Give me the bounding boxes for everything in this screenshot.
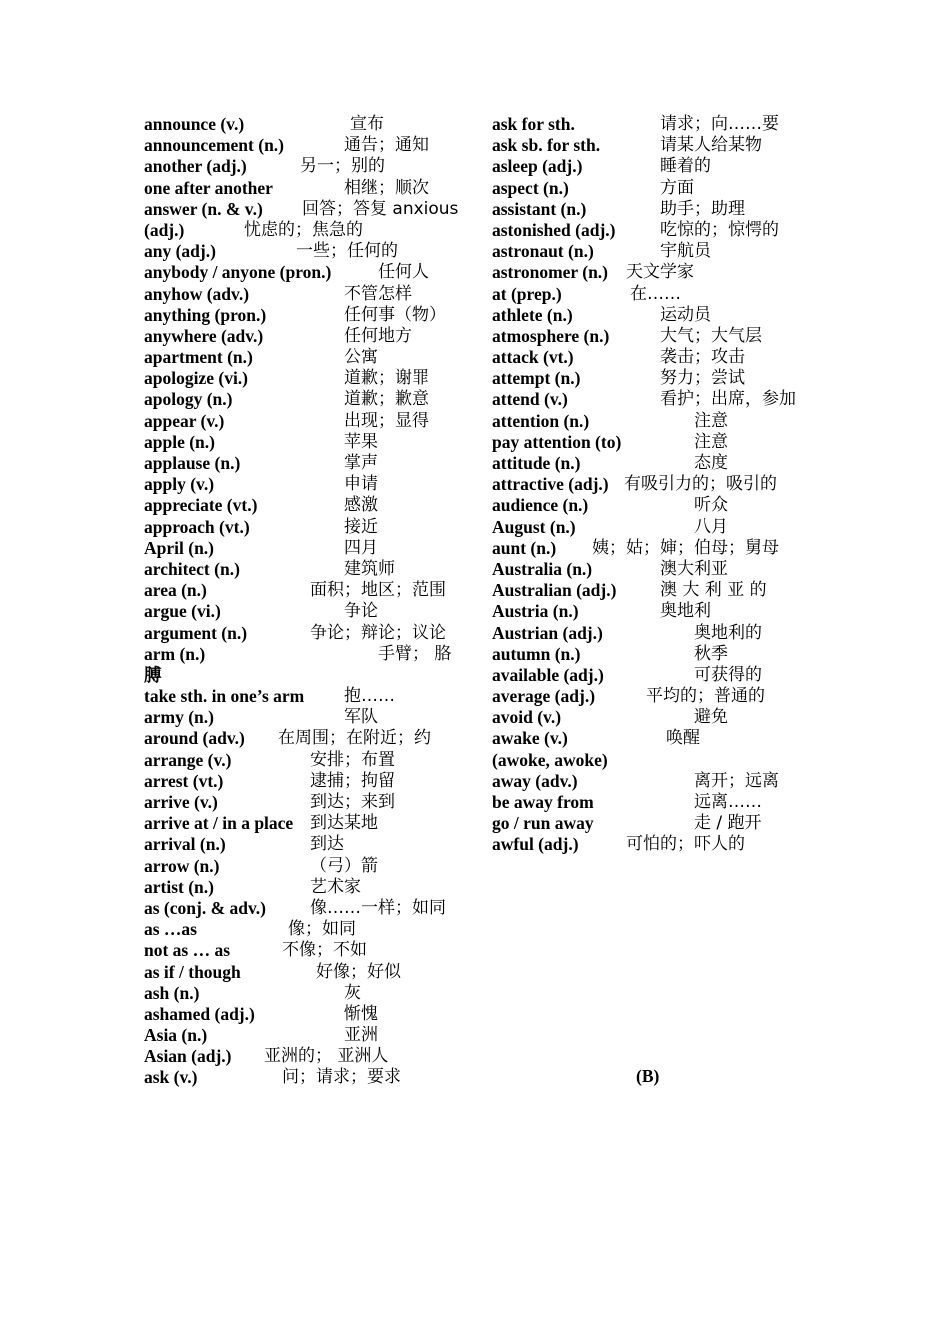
vocab-meaning: 在…… xyxy=(630,283,681,304)
vocabulary-left-column xyxy=(144,114,464,1089)
vocab-meaning: 姨；姑；婶；伯母；舅母 xyxy=(592,537,779,558)
vocab-meaning: 惭愧 xyxy=(344,1003,378,1024)
vocab-term: apologize (vi.) xyxy=(144,368,249,389)
vocab-term: August (n.) xyxy=(492,516,576,537)
vocab-entry xyxy=(492,686,812,707)
vocab-term: astronomer (n.) xyxy=(492,262,609,283)
vocab-term: as …as xyxy=(144,919,197,940)
vocab-entry xyxy=(492,178,812,199)
vocab-meaning: 努力；尝试 xyxy=(660,368,745,389)
vocab-entry xyxy=(492,411,812,432)
vocab-meaning: 任何地方 xyxy=(344,325,412,346)
vocab-entry xyxy=(492,601,812,622)
vocab-term: assistant (n.) xyxy=(492,198,587,219)
vocab-entry xyxy=(144,1067,464,1088)
vocab-entry xyxy=(492,665,812,686)
vocab-entry xyxy=(492,771,812,792)
vocab-meaning: 助手；助理 xyxy=(660,198,745,219)
vocab-meaning: 通告；通知 xyxy=(344,135,429,156)
vocab-term: any (adj.) xyxy=(144,241,216,262)
vocab-term: anyhow (adv.) xyxy=(144,283,250,304)
vocab-term: autumn (n.) xyxy=(492,643,581,664)
vocab-term: apology (n.) xyxy=(144,389,233,410)
vocab-term: audience (n.) xyxy=(492,495,589,516)
vocab-entry xyxy=(144,411,464,432)
vocab-term: apply (v.) xyxy=(144,474,215,495)
vocab-meaning: 方面 xyxy=(660,177,694,198)
vocab-meaning: 有吸引力的；吸引的 xyxy=(624,474,777,495)
vocab-term: Australian (adj.) xyxy=(492,580,617,601)
vocab-entry xyxy=(492,368,812,389)
vocab-term: army (n.) xyxy=(144,707,214,728)
vocab-meaning: 天文学家 xyxy=(626,262,694,283)
vocab-meaning: 澳 大 利 亚 的 xyxy=(660,580,767,601)
vocab-meaning: 走 / 跑开 xyxy=(694,813,762,834)
vocab-term: aspect (n.) xyxy=(492,177,569,198)
vocab-term: one after another xyxy=(144,177,273,198)
vocab-meaning: 手臂； 胳 xyxy=(378,643,452,664)
vocab-entry xyxy=(144,241,464,262)
vocab-entry xyxy=(492,750,812,771)
vocab-entry xyxy=(144,559,464,580)
vocab-term: appreciate (vt.) xyxy=(144,495,258,516)
vocab-meaning: 像；如同 xyxy=(288,919,356,940)
vocab-entry xyxy=(144,856,464,877)
vocab-meaning: 睡着的 xyxy=(660,156,711,177)
vocab-term: announcement (n.) xyxy=(144,135,285,156)
vocab-meaning: 争论 xyxy=(344,601,378,622)
vocab-entry xyxy=(492,156,812,177)
vocab-entry xyxy=(492,389,812,410)
vocab-term: available (adj.) xyxy=(492,664,604,685)
vocab-entry xyxy=(144,1004,464,1025)
vocab-term: artist (n.) xyxy=(144,876,214,897)
vocab-entry xyxy=(492,114,812,135)
vocab-entry xyxy=(144,517,464,538)
vocab-entry xyxy=(144,305,464,326)
vocab-term: answer (n. & v.) xyxy=(144,198,263,219)
vocab-meaning: 军队 xyxy=(344,707,378,728)
vocab-meaning: 逮捕；拘留 xyxy=(310,770,395,791)
vocab-entry xyxy=(144,665,464,686)
vocab-entry xyxy=(144,135,464,156)
vocab-meaning: 掌声 xyxy=(344,453,378,473)
vocab-entry xyxy=(492,432,812,453)
vocab-term: anywhere (adv.) xyxy=(144,325,264,346)
vocab-term: be away from xyxy=(492,792,594,812)
vocab-entry xyxy=(144,771,464,792)
vocab-term: arm (n.) xyxy=(144,643,206,664)
vocab-entry xyxy=(144,707,464,728)
vocab-meaning: 宇航员 xyxy=(660,241,711,262)
vocab-meaning: 亚洲的； 亚洲人 xyxy=(264,1046,389,1067)
vocab-term: attention (n.) xyxy=(492,410,590,431)
vocab-entry xyxy=(492,305,812,326)
vocab-entry xyxy=(492,135,812,156)
vocab-meaning: 可怕的；吓人的 xyxy=(626,834,745,855)
vocab-term: attractive (adj.) xyxy=(492,474,609,495)
vocab-entry xyxy=(144,114,464,135)
vocab-meaning: 大气；大气层 xyxy=(660,325,762,346)
vocab-entry xyxy=(144,495,464,516)
vocab-meaning: 到达某地 xyxy=(310,813,378,834)
vocab-meaning: 运动员 xyxy=(660,304,711,325)
vocab-term: astronaut (n.) xyxy=(492,241,594,262)
vocab-meaning: 像……一样；如同 xyxy=(310,897,446,918)
vocab-entry xyxy=(144,538,464,559)
vocab-term: aunt (n.) xyxy=(492,537,557,558)
vocab-term: announce (v.) xyxy=(144,114,245,134)
vocab-term: architect (n.) xyxy=(144,558,240,579)
vocab-meaning: 好像；好似 xyxy=(316,961,401,982)
vocab-entry xyxy=(492,495,812,516)
vocab-meaning: 亚洲 xyxy=(344,1025,378,1046)
vocab-entry xyxy=(492,347,812,368)
vocab-entry xyxy=(492,326,812,347)
vocab-entry xyxy=(492,453,812,474)
vocab-term: as (conj. & adv.) xyxy=(144,897,267,918)
vocab-meaning: 任何人 xyxy=(378,262,429,283)
vocab-meaning: 接近 xyxy=(344,516,378,537)
vocab-term: take sth. in one’s arm xyxy=(144,686,305,707)
vocab-entry xyxy=(144,940,464,961)
vocab-meaning: 回答；答复 anxious xyxy=(302,198,459,219)
vocab-term: not as … as xyxy=(144,940,231,961)
vocab-entry xyxy=(492,559,812,580)
vocab-meaning: 唤醒 xyxy=(666,728,700,749)
vocab-entry xyxy=(144,580,464,601)
vocab-entry xyxy=(144,199,464,220)
vocab-term: arrival (n.) xyxy=(144,834,226,855)
vocab-term: area (n.) xyxy=(144,580,207,601)
vocab-meaning: 八月 xyxy=(694,516,728,537)
vocab-meaning: 任何事（物） xyxy=(344,304,446,325)
vocab-entry xyxy=(492,262,812,283)
vocab-term: as if / though xyxy=(144,961,241,982)
vocab-entry xyxy=(144,750,464,771)
vocab-meaning: 公寓 xyxy=(344,347,378,368)
vocab-entry xyxy=(492,517,812,538)
vocab-entry xyxy=(144,983,464,1004)
vocab-term: Asia (n.) xyxy=(144,1025,208,1046)
vocab-meaning: 建筑师 xyxy=(344,558,395,579)
vocab-entry xyxy=(144,432,464,453)
vocab-entry xyxy=(492,199,812,220)
vocab-entry xyxy=(492,834,812,855)
vocab-meaning: 吃惊的；惊愕的 xyxy=(660,219,779,240)
vocab-entry xyxy=(144,389,464,410)
vocab-term: Austrian (adj.) xyxy=(492,622,603,643)
vocab-term: ask for sth. xyxy=(492,114,575,134)
vocab-term: ashamed (adj.) xyxy=(144,1003,255,1024)
vocab-meaning: 相继；顺次 xyxy=(344,177,429,198)
vocab-meaning: 忧虑的；焦急的 xyxy=(244,219,363,240)
vocab-entry xyxy=(144,686,464,707)
vocab-entry xyxy=(492,707,812,728)
vocab-entry xyxy=(144,919,464,940)
vocab-entry xyxy=(144,834,464,855)
vocab-entry xyxy=(144,156,464,177)
vocab-term: ask (v.) xyxy=(144,1067,198,1088)
vocab-meaning: 感激 xyxy=(344,495,378,516)
vocab-meaning: 澳大利亚 xyxy=(660,558,728,579)
vocab-term: attitude (n.) xyxy=(492,453,581,473)
vocab-term: arrive (v.) xyxy=(144,792,218,812)
vocab-term: argument (n.) xyxy=(144,622,248,643)
vocab-meaning: 奥地利的 xyxy=(694,622,762,643)
vocab-meaning: 避免 xyxy=(694,707,728,728)
vocab-entry xyxy=(492,474,812,495)
vocab-entry xyxy=(144,178,464,199)
vocab-entry xyxy=(144,1046,464,1067)
vocab-entry xyxy=(144,262,464,283)
vocab-term: attack (vt.) xyxy=(492,347,574,368)
vocab-entry xyxy=(144,877,464,898)
vocab-entry xyxy=(492,728,812,749)
vocab-meaning: 奥地利 xyxy=(660,601,711,622)
vocab-term: at (prep.) xyxy=(492,283,562,304)
vocab-term: ask sb. for sth. xyxy=(492,135,601,156)
vocab-term: anything (pron.) xyxy=(144,304,267,325)
vocab-meaning: 安排；布置 xyxy=(310,749,395,770)
vocab-meaning: 抱…… xyxy=(344,686,395,707)
vocab-term: April (n.) xyxy=(144,537,214,558)
vocab-meaning: 申请 xyxy=(344,474,378,495)
vocab-term: around (adv.) xyxy=(144,728,245,749)
vocab-entry xyxy=(144,326,464,347)
vocab-term: average (adj.) xyxy=(492,686,596,707)
vocab-term: awake (v.) xyxy=(492,728,568,749)
vocab-term: arrive at / in a place xyxy=(144,813,294,834)
vocab-meaning: 道歉；谢罪 xyxy=(344,368,429,389)
vocab-entry xyxy=(144,220,464,241)
vocab-entry xyxy=(492,220,812,241)
vocab-meaning: 可获得的 xyxy=(694,664,762,685)
vocab-meaning: 苹果 xyxy=(344,431,378,452)
vocabulary-right-column xyxy=(492,114,812,856)
vocab-meaning: 不像；不如 xyxy=(282,940,367,961)
vocab-entry xyxy=(144,644,464,665)
vocab-entry xyxy=(144,623,464,644)
vocab-term: arrow (n.) xyxy=(144,855,220,876)
vocab-entry xyxy=(492,580,812,601)
vocab-entry xyxy=(144,601,464,622)
section-marker: (B) xyxy=(636,1066,660,1086)
vocab-meaning: 态度 xyxy=(694,453,728,473)
vocab-entry xyxy=(492,644,812,665)
vocab-meaning: 出现；显得 xyxy=(344,410,429,431)
vocab-term: astonished (adj.) xyxy=(492,219,616,240)
vocab-term: attempt (n.) xyxy=(492,368,581,389)
vocab-meaning: 到达；来到 xyxy=(310,792,395,812)
vocab-term: Asian (adj.) xyxy=(144,1046,232,1067)
vocab-entry xyxy=(144,368,464,389)
vocab-entry xyxy=(144,792,464,813)
vocab-term: anybody / anyone (pron.) xyxy=(144,262,332,283)
vocab-term: argue (vi.) xyxy=(144,601,221,622)
vocab-meaning: 秋季 xyxy=(694,643,728,664)
vocab-meaning: 请某人给某物 xyxy=(660,135,762,156)
vocab-meaning: 听众 xyxy=(694,495,728,516)
vocab-meaning: 灰 xyxy=(344,982,361,1003)
vocab-term: awful (adj.) xyxy=(492,834,579,855)
vocab-term: away (adv.) xyxy=(492,770,578,791)
vocab-term: (adj.) xyxy=(144,219,185,240)
vocab-entry xyxy=(492,623,812,644)
vocab-entry xyxy=(144,474,464,495)
vocab-meaning: 争论；辩论；议论 xyxy=(310,622,446,643)
vocab-meaning: 到达 xyxy=(310,834,344,855)
vocab-entry xyxy=(144,962,464,983)
vocab-entry xyxy=(144,813,464,834)
vocab-entry xyxy=(144,1025,464,1046)
vocab-meaning: 离开；远离 xyxy=(694,770,779,791)
vocab-meaning: 面积；地区；范围 xyxy=(310,580,446,601)
vocab-term: asleep (adj.) xyxy=(492,156,583,177)
vocab-meaning: 艺术家 xyxy=(310,876,361,897)
vocab-meaning: 一些；任何的 xyxy=(296,241,398,262)
vocab-term: pay attention (to) xyxy=(492,431,622,452)
vocab-meaning: 远离…… xyxy=(694,792,762,812)
vocab-term: Australia (n.) xyxy=(492,558,593,579)
vocab-meaning: 注意 xyxy=(694,431,728,452)
vocab-term: arrange (v.) xyxy=(144,749,232,770)
vocab-term: appear (v.) xyxy=(144,410,225,431)
vocab-meaning: 平均的；普通的 xyxy=(646,686,765,707)
vocab-term: 膊 xyxy=(144,664,162,685)
vocab-entry xyxy=(492,538,812,559)
vocab-term: ash (n.) xyxy=(144,982,200,1003)
vocab-meaning: 不管怎样 xyxy=(344,283,412,304)
vocab-meaning: 看护；出席，参加 xyxy=(660,389,796,410)
vocab-entry xyxy=(492,284,812,305)
vocab-term: arrest (vt.) xyxy=(144,770,224,791)
vocab-term: Austria (n.) xyxy=(492,601,579,622)
vocab-meaning: 袭击；攻击 xyxy=(660,347,745,368)
vocab-meaning: 问；请求；要求 xyxy=(282,1067,401,1088)
vocab-meaning: 另一；别的 xyxy=(300,156,385,177)
vocab-meaning: 宣布 xyxy=(350,114,384,134)
vocab-term: apartment (n.) xyxy=(144,347,253,368)
vocab-entry xyxy=(144,453,464,474)
vocab-meaning: 四月 xyxy=(344,537,378,558)
vocab-term: athlete (n.) xyxy=(492,304,573,325)
vocab-entry xyxy=(144,898,464,919)
vocab-term: attend (v.) xyxy=(492,389,568,410)
vocab-meaning: 请求；向……要 xyxy=(660,114,779,134)
vocab-term: atmosphere (n.) xyxy=(492,325,610,346)
vocab-term: approach (vt.) xyxy=(144,516,250,537)
vocab-entry xyxy=(144,284,464,305)
vocab-entry xyxy=(492,813,812,834)
vocab-term: avoid (v.) xyxy=(492,707,562,728)
vocab-entry xyxy=(492,241,812,262)
vocab-meaning: 道歉；歉意 xyxy=(344,389,429,410)
vocab-term: go / run away xyxy=(492,813,594,834)
vocab-entry xyxy=(144,347,464,368)
vocab-term: (awoke, awoke) xyxy=(492,749,608,770)
vocab-entry xyxy=(492,792,812,813)
vocab-term: apple (n.) xyxy=(144,431,215,452)
vocab-term: another (adj.) xyxy=(144,156,247,177)
vocab-meaning: （弓）箭 xyxy=(310,855,378,876)
vocab-entry xyxy=(144,728,464,749)
vocab-meaning: 注意 xyxy=(694,410,728,431)
vocab-meaning: 在周围；在附近；约 xyxy=(278,728,431,749)
vocab-term: applause (n.) xyxy=(144,453,241,473)
